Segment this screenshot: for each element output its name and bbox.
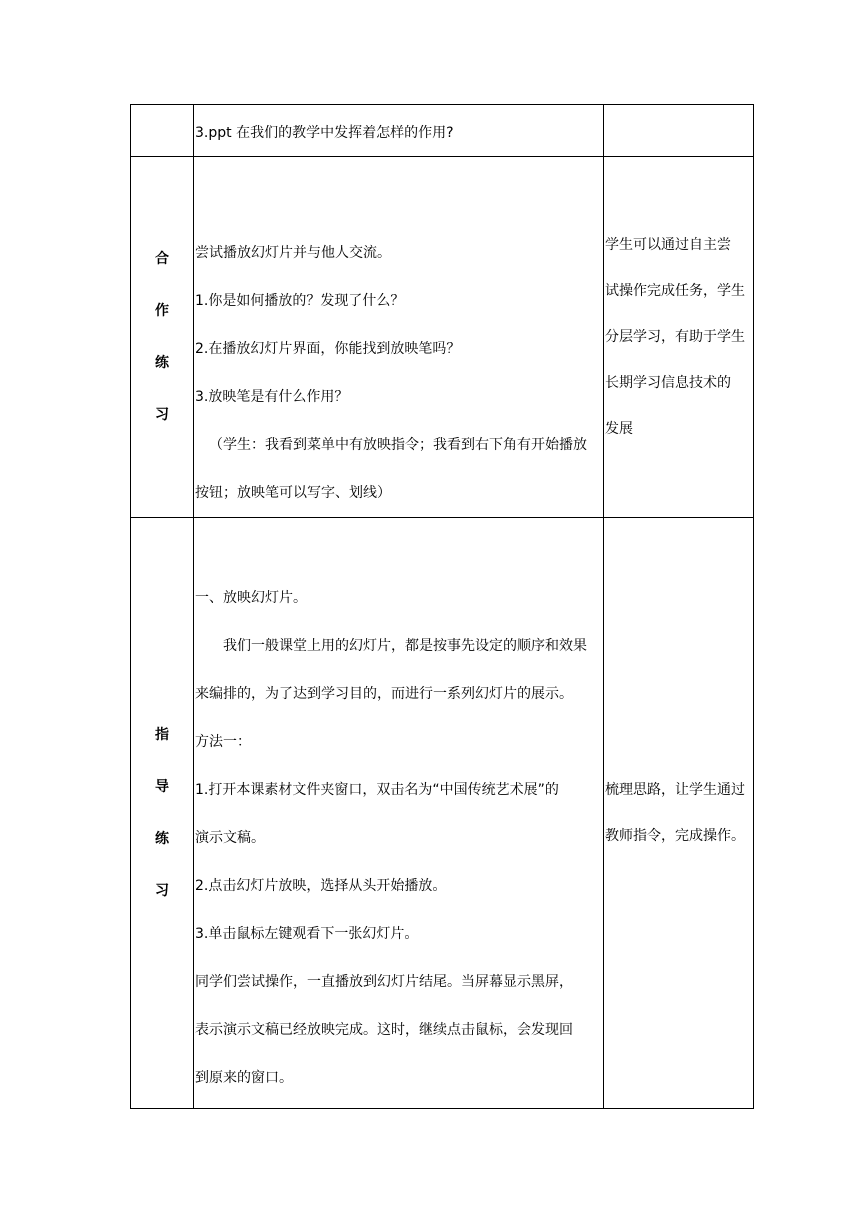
label-char: 练 (155, 355, 169, 371)
note-line: 学生可以通过自主尝 (605, 237, 731, 253)
content-line: 2.在播放幻灯片界面，你能找到放映笔吗？ (195, 341, 461, 357)
label-char: 习 (155, 883, 169, 899)
note-cell-empty (604, 105, 754, 157)
note-line: 发展 (605, 421, 633, 437)
table-row-cooperative-practice (131, 157, 754, 518)
content-line: 一、放映幻灯片。 (195, 590, 307, 606)
label-char: 合 (155, 251, 169, 267)
guided-practice-note (604, 518, 754, 1109)
content-line: 到原来的窗口。 (195, 1070, 293, 1086)
table-row-guided-practice (131, 518, 754, 1109)
question-cell (194, 105, 604, 157)
guided-practice-content (194, 518, 604, 1109)
content-line: 3.放映笔是有什么作用？ (195, 389, 349, 405)
section-label-guided-practice (131, 518, 194, 1109)
content-line: 2.点击幻灯片放映，选择从头开始播放。 (195, 878, 447, 894)
content-line: 我们一般课堂上用的幻灯片，都是按事先设定的顺序和效果 (223, 638, 587, 654)
content-line: 1.打开本课素材文件夹窗口，双击名为“中国传统艺术展”的 (195, 782, 559, 798)
content-line: 来编排的，为了达到学习目的，而进行一系列幻灯片的展示。 (195, 686, 573, 702)
cooperative-practice-note (604, 157, 754, 518)
content-line: 3.单击鼠标左键观看下一张幻灯片。 (195, 926, 419, 942)
cooperative-practice-content (194, 157, 604, 518)
content-line: 尝试播放幻灯片并与他人交流。 (195, 245, 391, 261)
question-text: 3.ppt 在我们的教学中发挥着怎样的作用? (195, 124, 454, 141)
content-line: 表示演示文稿已经放映完成。这时，继续点击鼠标，会发现回 (195, 1022, 573, 1038)
note-line: 教师指令，完成操作。 (605, 828, 745, 844)
note-line: 试操作完成任务，学生 (605, 283, 745, 299)
note-line: 分层学习，有助于学生 (605, 329, 745, 345)
row-label-empty (131, 105, 194, 157)
label-char: 导 (155, 779, 169, 795)
content-line: 方法一： (195, 734, 251, 750)
label-char: 习 (155, 407, 169, 423)
content-line: 按钮；放映笔可以写字、划线） (195, 485, 391, 501)
label-char: 指 (155, 727, 169, 743)
section-label-cooperative-practice (131, 157, 194, 518)
table-row-question (131, 105, 754, 157)
label-char: 作 (155, 303, 169, 319)
label-char: 练 (155, 831, 169, 847)
content-line: 同学们尝试操作，一直播放到幻灯片结尾。当屏幕显示黑屏， (195, 974, 573, 990)
content-line: （学生：我看到菜单中有放映指令；我看到右下角有开始播放 (209, 437, 587, 453)
content-line: 1.你是如何播放的？发现了什么？ (195, 293, 405, 309)
note-line: 梳理思路，让学生通过 (605, 782, 745, 798)
content-line: 演示文稿。 (195, 830, 265, 846)
lesson-plan-table (130, 104, 754, 1109)
note-line: 长期学习信息技术的 (605, 375, 731, 391)
